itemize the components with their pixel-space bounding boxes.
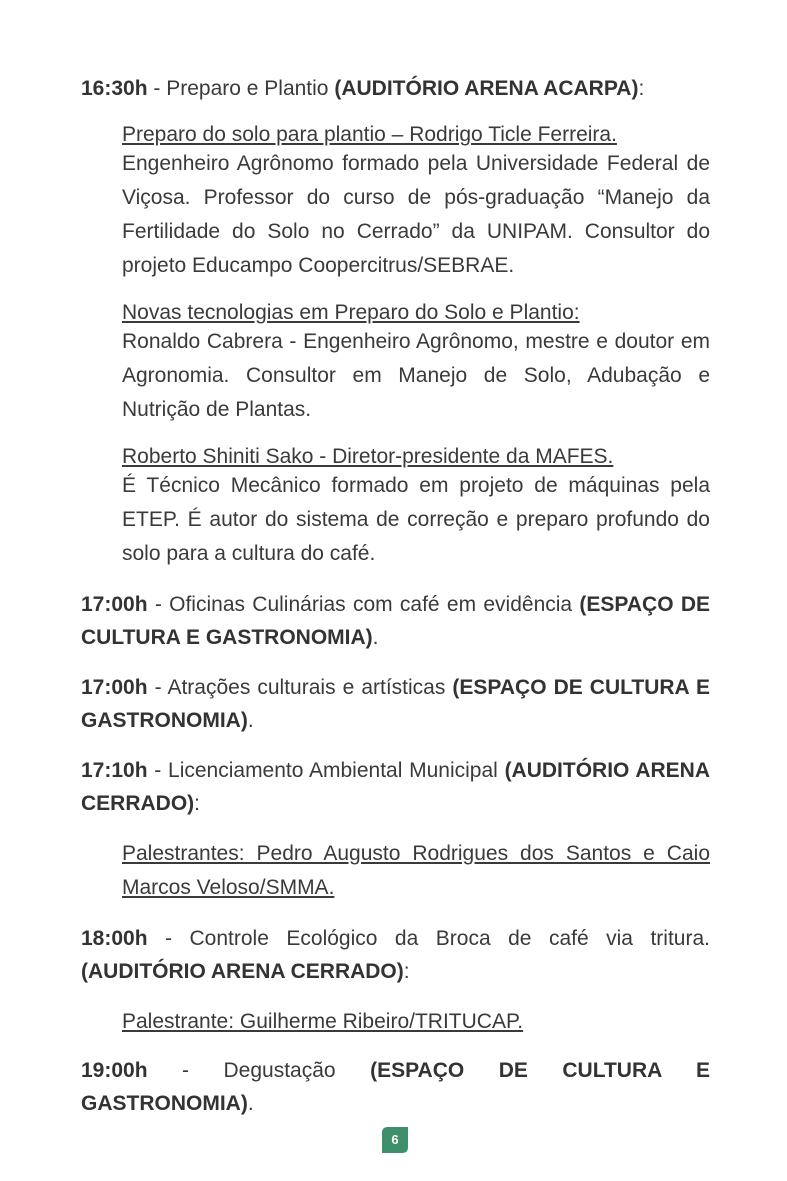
entry-title: Oficinas Culinárias com café em evidência: [169, 593, 573, 616]
entry-separator: -: [147, 593, 170, 616]
speaker-1800: [122, 1005, 710, 1039]
entry-time: 18:00h: [81, 927, 148, 950]
schedule-entry-1630: [81, 72, 710, 105]
page-number-badge: [382, 1127, 408, 1153]
entry-time: 16:30h: [81, 77, 148, 100]
entry-separator: -: [147, 1059, 224, 1082]
schedule-entry-1710: [81, 754, 710, 820]
speakers-1710: [122, 837, 710, 905]
talk-description: Engenheiro Agrônomo formado pela Universidade Federal de Viçosa. Professor do curso de pós-graduação “Manejo da Fertilidade do Solo no Cerrado” da UNIPAM. Consultor do projeto Educampo Coopercitrus/SEBRAE.: [122, 152, 710, 277]
entry-venue: (ESPAÇO DE CULTURA E GASTRONOMIA): [81, 676, 710, 732]
speaker-text: Palestrante: Guilherme Ribeiro/TRITUCAP.: [122, 1010, 524, 1033]
talk-item: [122, 300, 710, 427]
entry-separator: -: [147, 77, 167, 100]
talk-description: É Técnico Mecânico formado em projeto de máquinas pela ETEP. É autor do sistema de correção e preparo profundo do solo para a cultura do café.: [122, 474, 710, 565]
entry-title: Preparo e Plantio: [166, 77, 329, 100]
talk-title: Novas tecnologias em Preparo do Solo e Plantio:: [122, 301, 580, 324]
talk-title: Preparo do solo para plantio – Rodrigo Ticle Ferreira.: [122, 123, 617, 146]
entry-venue: (AUDITÓRIO ARENA CERRADO): [81, 759, 711, 815]
talk-item: [122, 122, 710, 283]
speakers-text: Palestrantes: Pedro Augusto Rodrigues dos Santos e Caio Marcos Veloso/SMMA.: [122, 842, 710, 899]
entry-time: 17:10h: [81, 759, 148, 782]
entry-title: Atrações culturais e artísticas: [167, 676, 446, 699]
entry-venue: (ESPAÇO DE CULTURA E GASTRONOMIA): [81, 1059, 710, 1115]
schedule-page: [81, 72, 710, 1137]
entry-end: :: [638, 77, 645, 100]
schedule-entry-1700-oficinas: [81, 588, 710, 654]
schedule-entry-1700-atracoes: [81, 671, 710, 737]
entry-separator: -: [147, 759, 169, 782]
page-number: 6: [391, 1132, 399, 1147]
entry-venue: (ESPAÇO DE CULTURA E GASTRONOMIA): [81, 593, 710, 649]
entry-title: Controle Ecológico da Broca de café via tritura.: [189, 927, 710, 950]
entry-time: 17:00h: [81, 593, 148, 616]
entry-separator: -: [147, 676, 168, 699]
entry-venue: (AUDITÓRIO ARENA CERRADO): [81, 960, 404, 983]
entry-time: 19:00h: [81, 1059, 148, 1082]
entry-time: 17:00h: [81, 676, 148, 699]
entry-end: .: [372, 626, 379, 649]
talk-item: [122, 444, 710, 571]
entry-title: Licenciamento Ambiental Municipal: [168, 759, 498, 782]
talk-title: Roberto Shiniti Sako - Diretor-presidente da MAFES.: [122, 445, 614, 468]
entry-separator: -: [147, 927, 190, 950]
entry-end: .: [247, 709, 254, 732]
entry-end: .: [247, 1092, 254, 1115]
talk-description: Ronaldo Cabrera - Engenheiro Agrônomo, mestre e doutor em Agronomia. Consultor em Manejo de Solo, Adubação e Nutrição de Plantas.: [122, 330, 710, 421]
entry-title: Degustação: [223, 1059, 336, 1082]
entry-end: :: [194, 792, 201, 815]
entry-end: :: [403, 960, 410, 983]
entry-venue: (AUDITÓRIO ARENA ACARPA): [334, 77, 639, 100]
schedule-entry-1800: [81, 922, 710, 988]
schedule-entry-1900: [81, 1054, 710, 1120]
